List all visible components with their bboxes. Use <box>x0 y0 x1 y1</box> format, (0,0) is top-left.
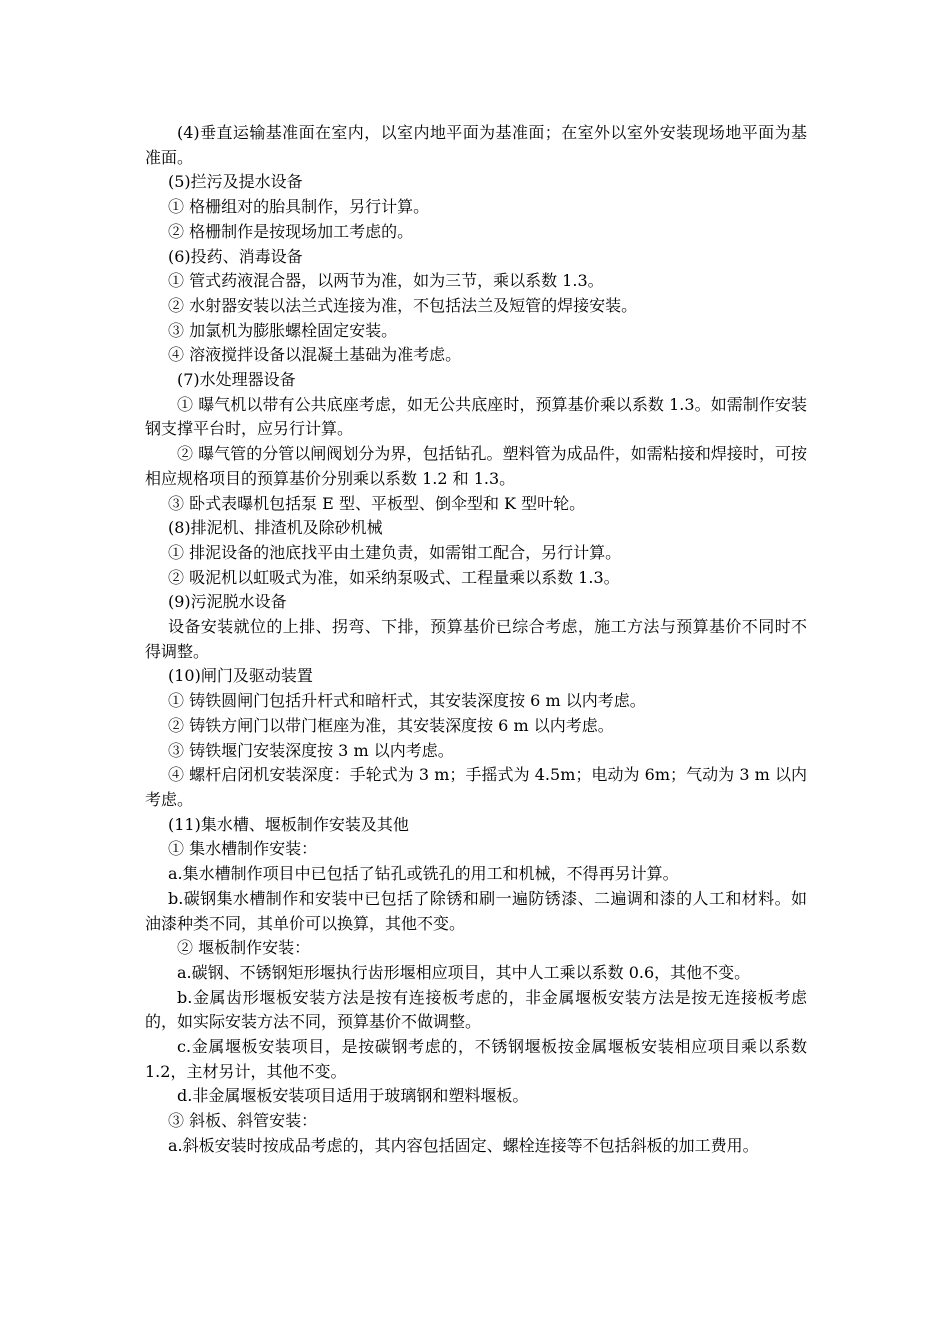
paragraph: a.集水槽制作项目中已包括了钻孔或铣孔的用工和机械，不得再另计算。 <box>168 864 679 884</box>
paragraph: ① 曝气机以带有公共底座考虑，如无公共底座时，预算基价乘以系数 1.3。如需制作安装钢支撑平台时，应另行计算。 <box>145 394 807 439</box>
paragraph: ② 吸泥机以虹吸式为准，如采纳泵吸式、工程量乘以系数 1.3。 <box>168 567 620 587</box>
paragraph: (5)拦污及提水设备 <box>168 172 303 192</box>
paragraph: ④ 螺杆启闭机安装深度：手轮式为 3 m；手摇式为 4.5m；电动为 6m；气动为 3 m 以内考虑。 <box>145 765 807 809</box>
paragraph: (4)垂直运输基准面在室内，以室内地平面为基准面；在室外以室外安装现场地平面为基准面。 <box>145 123 807 167</box>
paragraph: ② 堰板制作安装： <box>177 938 311 958</box>
paragraph: ② 铸铁方闸门以带门框座为准，其安装深度按 6 m 以内考虑。 <box>168 715 614 735</box>
paragraph: a.碳钢、不锈钢矩形堰执行齿形堰相应项目，其中人工乘以系数 0.6，其他不变。 <box>177 962 751 982</box>
paragraph: (10)闸门及驱动装置 <box>168 666 313 686</box>
paragraph: a.斜板安装时按成品考虑的，其内容包括固定、螺栓连接等不包括斜板的加工费用。 <box>168 1135 759 1155</box>
paragraph: ② 曝气管的分管以闸阀划分为界，包括钻孔。塑料管为成品件，如需粘接和焊接时，可按相应规格项目的预算基价分别乘以系数 1.2 和 1.3。 <box>145 444 807 488</box>
paragraph: (11)集水槽、堰板制作安装及其他 <box>168 814 409 834</box>
paragraph: ③ 加氯机为膨胀螺栓固定安装。 <box>168 320 398 340</box>
paragraph: (8)排泥机、排渣机及除砂机械 <box>168 518 383 538</box>
paragraph: (6)投药、消毒设备 <box>168 246 303 266</box>
paragraph: b.金属齿形堰板安装方法是按有连接板考虑的，非金属堰板安装方法是按无连接板考虑的，如实际安装方法不同，预算基价不做调整。 <box>145 987 807 1032</box>
paragraph: b.碳钢集水槽制作和安装中已包括了除锈和刷一遍防锈漆、二遍调和漆的人工和材料。如油漆种类不同，其单价可以换算，其他不变。 <box>145 888 807 933</box>
paragraph: d.非金属堰板安装项目适用于玻璃钢和塑料堰板。 <box>177 1086 529 1106</box>
paragraph: ③ 卧式表曝机包括泵 E 型、平板型、倒伞型和 K 型叶轮。 <box>168 493 586 513</box>
document-body <box>145 121 807 1159</box>
paragraph: ③ 铸铁堰门安装深度按 3 m 以内考虑。 <box>168 740 454 760</box>
paragraph: (9)污泥脱水设备 <box>168 592 287 612</box>
paragraph: ① 铸铁圆闸门包括升杆式和暗杆式，其安装深度按 6 m 以内考虑。 <box>168 691 646 711</box>
paragraph: ② 水射器安装以法兰式连接为准，不包括法兰及短管的焊接安装。 <box>168 295 638 315</box>
paragraph: ① 排泥设备的池底找平由土建负责，如需钳工配合，另行计算。 <box>168 542 622 562</box>
paragraph: ④ 溶液搅拌设备以混凝土基础为准考虑。 <box>168 345 462 365</box>
paragraph: ③ 斜板、斜管安装： <box>168 1111 318 1131</box>
paragraph: (7)水处理器设备 <box>177 370 296 390</box>
paragraph: 设备安装就位的上排、拐弯、下排，预算基价已综合考虑，施工方法与预算基价不同时不得调整。 <box>145 617 807 661</box>
paragraph: ① 集水槽制作安装： <box>168 839 318 859</box>
paragraph: c.金属堰板安装项目，是按碳钢考虑的，不锈钢堰板按金属堰板安装相应项目乘以系数 1.2，主材另计，其他不变。 <box>145 1037 807 1081</box>
paragraph: ① 管式药液混合器，以两节为准，如为三节，乘以系数 1.3。 <box>168 271 604 291</box>
paragraph: ② 格栅制作是按现场加工考虑的。 <box>168 221 414 241</box>
paragraph: ① 格栅组对的胎具制作，另行计算。 <box>168 197 430 217</box>
